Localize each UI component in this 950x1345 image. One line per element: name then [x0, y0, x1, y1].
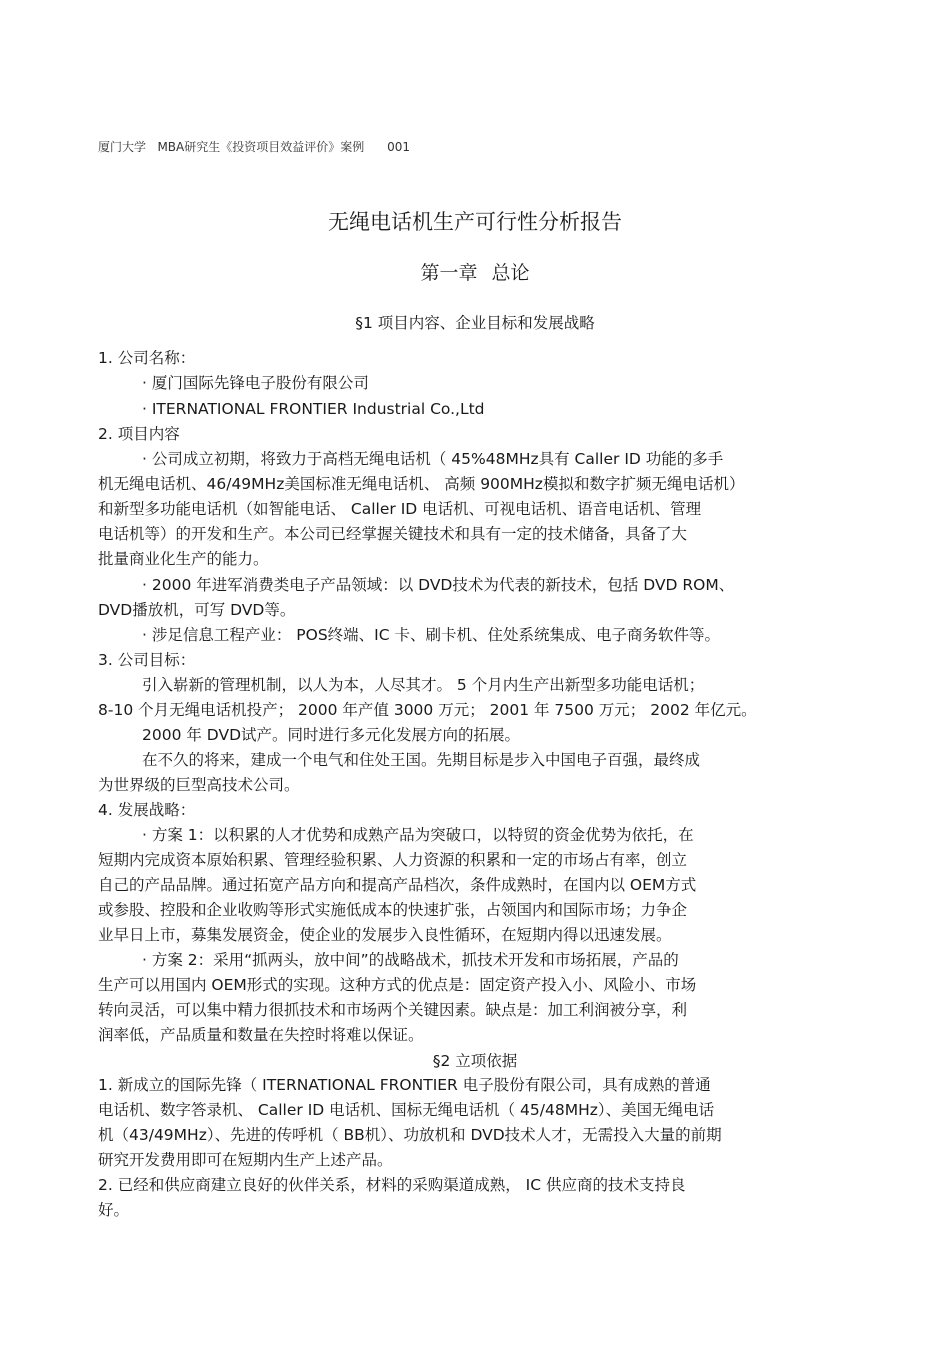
paragraph-line: 短期内完成资本原始积累、管理经验积累、人力资源的积累和一定的市场占有率，创立	[98, 851, 688, 869]
paragraph-line: 润率低，产品质量和数量在失控时将难以保证。	[98, 1026, 424, 1044]
item-project-content: 2. 项目内容	[98, 425, 180, 443]
paragraph-line: 或参股、控股和企业收购等形式实施低成本的快速扩张，占领国内和国际市场；力争企	[98, 901, 688, 919]
paragraph-line: · 方案 2：采用“抓两头，放中间”的战略战术，抓技术开发和市场拓展，产品的	[142, 951, 679, 969]
paragraph-line: 机（43/49MHz）、先进的传呼机（ BB机）、功放机和 DVD技术人才，无需投入大量的前期	[98, 1126, 722, 1144]
paragraph-line: 好。	[98, 1201, 130, 1219]
paragraph-line: 转向灵活，可以集中精力很抓技术和市场两个关键因素。缺点是：加工利润被分享，利	[98, 1001, 688, 1019]
paragraph-line: 研究开发费用即可在短期内生产上述产品。	[98, 1151, 393, 1169]
paragraph-line: 1. 新成立的国际先锋（ ITERNATIONAL FRONTIER 电子股份有限公司，具有成熟的普通	[98, 1076, 711, 1094]
paragraph-line: 批量商业化生产的能力。	[98, 550, 269, 568]
paragraph-line: 引入崭新的管理机制，以人为本，人尽其才。 5 个月内生产出新型多功能电话机；	[142, 676, 705, 694]
paragraph-line: · 2000 年进军消费类电子产品领域：以 DVD技术为代表的新技术，包括 DVD ROM、	[142, 576, 735, 594]
paragraph-line: 和新型多功能电话机（如智能电话、 Caller ID 电话机、可视电话机、语音电话机、管理	[98, 500, 702, 518]
paragraph-line: 在不久的将来，建成一个电气和住处王国。先期目标是步入中国电子百强，最终成	[142, 751, 701, 769]
paragraph-line: 电话机、数字答录机、 Caller ID 电话机、国标无绳电话机（ 45/48MHz）、美国无绳电话	[98, 1101, 715, 1119]
company-name-en: · ITERNATIONAL FRONTIER Industrial Co.,Ltd	[142, 400, 485, 418]
paragraph-line: 2000 年 DVD试产。同时进行多元化发展方向的拓展。	[142, 726, 521, 744]
paragraph-line: · 公司成立初期，将致力于高档无绳电话机（ 45%48MHz具有 Caller ID 功能的多手	[142, 450, 724, 468]
company-name-cn: · 厦门国际先锋电子股份有限公司	[142, 374, 369, 392]
paragraph-line: 2. 已经和供应商建立良好的伙伴关系，材料的采购渠道成熟， IC 供应商的技术支持良	[98, 1176, 686, 1194]
section-heading-2: §2 立项依据	[432, 1052, 518, 1070]
paragraph-line: 机无绳电话机、46/49MHz美国标准无绳电话机、 高频 900MHz模拟和数字扩频无绳电话机）	[98, 475, 745, 493]
paragraph-line: 8-10 个月无绳电话机投产； 2000 年产值 3000 万元； 2001 年 7500 万元； 2002 年亿元。	[98, 701, 757, 719]
paragraph-line: 业早日上市，募集发展资金，使企业的发展步入良性循环，在短期内得以迅速发展。	[98, 926, 672, 944]
paragraph-line: 电话机等）的开发和生产。本公司已经掌握关键技术和具有一定的技术储备，具备了大	[98, 525, 688, 543]
paragraph-line: · 涉足信息工程产业： POS终端、IC 卡、刷卡机、住处系统集成、电子商务软件等。	[142, 626, 720, 644]
item-company-goal: 3. 公司目标：	[98, 651, 196, 669]
page-header: 厦门大学 MBA研究生《投资项目效益评价》案例 001	[98, 140, 411, 154]
chapter-heading: 第一章 总论	[420, 262, 530, 284]
item-company-name: 1. 公司名称：	[98, 349, 196, 367]
paragraph-line: 自己的产品品牌。通过拓宽产品方向和提高产品档次，条件成熟时，在国内以 OEM方式	[98, 876, 697, 894]
paragraph-line: DVD播放机，可写 DVD等。	[98, 601, 296, 619]
item-strategy: 4. 发展战略：	[98, 801, 196, 819]
section-heading-1: §1 项目内容、企业目标和发展战略	[355, 314, 595, 332]
paragraph-line: · 方案 1：以积累的人才优势和成熟产品为突破口，以特贸的资金优势为依托，在	[142, 826, 694, 844]
report-title: 无绳电话机生产可行性分析报告	[328, 210, 622, 234]
paragraph-line: 生产可以用国内 OEM形式的实现。这种方式的优点是：固定资产投入小、风险小、市场	[98, 976, 697, 994]
paragraph-line: 为世界级的巨型高技术公司。	[98, 776, 300, 794]
